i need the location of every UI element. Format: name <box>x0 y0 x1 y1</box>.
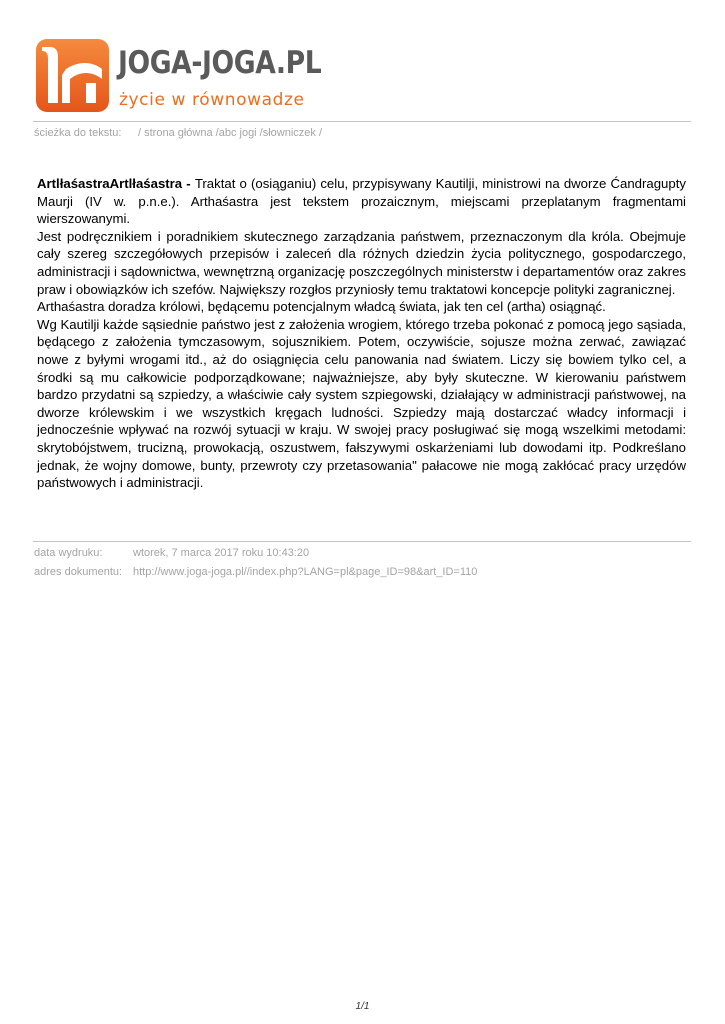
logo-title: JOGA-JOGA.PL <box>118 45 322 81</box>
footer-divider <box>33 541 691 542</box>
term-dash: - <box>182 176 195 191</box>
article-body <box>37 175 686 492</box>
site-logo[interactable] <box>36 39 336 115</box>
article-paragraph: Arthaśastra doradza królowi, będącemu potencjalnym władcą świata, jak ten cel (artha) osiągnąć. <box>37 299 606 315</box>
article-paragraph: Jest podręcznikiem i poradnikiem skutecznego zarządzania państwem, przeznaczonym dla króla. Obejmuje cały szereg szczegółowych przepisów i zaleceń dla różnych dziedzin życia politycznego, gospodarczego, administracji i sądownictwa, wewnętrzną organizację poszczególnych ministerstw i departamentów oraz zakres praw i obowiązków ich szefów. Największy rozgłos przyniosły temu traktatowi koncepcje polityki zagranicznej. <box>37 228 686 297</box>
print-date-label: data wydruku: <box>34 547 103 559</box>
breadcrumb <box>34 127 323 139</box>
article-paragraph: Wg Kautilji każde sąsiednie państwo jest z założenia wrogiem, którego trzeba pokonać z pomocą jego sąsiada, będącego z założenia tymczasowym, sojusznikiem. Potem, oczywiście, sojusze można zerwać, zawiązać nowe z byłymi wrogami itd., aż do osiągnięcia celu panowania nad światem. Liczy się bowiem tylko cel, a środki są mu całkowicie podporządkowane; najważniejsze, aby były skuteczne. W kierowaniu państwem bardzo przydatni są szpiedzy, a właściwie cały system szpiegowski, działający w administracji państwowej, na dworze królewskim i we wszystkich kręgach ludności. Szpiedzy mają dostarczać władcy informacji i jednocześnie wpływać na rozwój sytuacji w kraju. W swojej pracy posługiwać się mogą wszelkimi metodami: skrytobójstwem, trucizną, prowokacją, oszustwem, fałszywymi oskarżeniami lub dowodami itp. Podkreślano jednak, że wojny domowe, bunty, przewroty czy przetasowania" pałacowe nie mogą zakłócać pracy urzędów państwowych i administracji. <box>37 316 686 491</box>
joga-logo-icon <box>36 39 109 112</box>
article-paragraph <box>37 175 686 228</box>
print-date-row <box>34 547 310 559</box>
paragraph-text: Traktat o (osiąganiu) celu, przypisywany Kautilji, ministrowi na dworze Ćandragupty Maurji (IV w. p.n.e.). Arthaśastra jest tekstem prozaicznym, miejscami przeplatanym fragmentami wierszowanymi. <box>37 176 686 227</box>
print-date-value: wtorek, 7 marca 2017 roku 10:43:20 <box>133 547 310 559</box>
breadcrumb-label: ścieżka do tekstu: <box>34 127 122 139</box>
document-address-link[interactable]: http://www.joga-joga.pl//index.php?LANG=pl&page_ID=98&art_ID=110 <box>133 566 478 578</box>
page-number: 1/1 <box>355 1001 370 1012</box>
document-address-row <box>34 566 478 578</box>
logo-tagline: życie w równowadze <box>119 90 305 110</box>
breadcrumb-path[interactable]: / strona główna /abc jogi /słowniczek / <box>138 127 323 139</box>
document-address-label: adres dokumentu: <box>34 566 123 578</box>
article-term: ArtlłaśastraArtlłaśastra <box>37 176 183 191</box>
header-divider <box>33 121 691 122</box>
